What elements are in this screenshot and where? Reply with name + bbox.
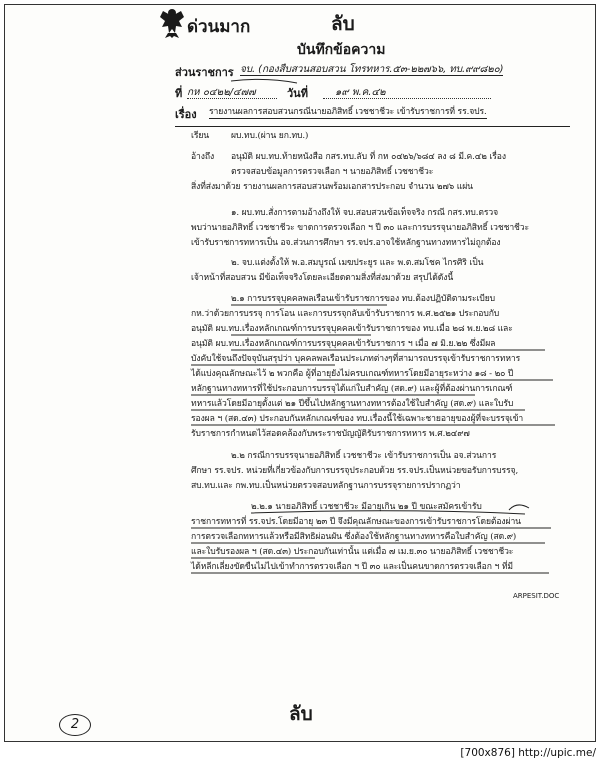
watermark-link[interactable]: [700x876] http://upic.me/ — [460, 747, 596, 759]
to-label: เรียน — [191, 131, 210, 141]
body-line: และใบรับรองผล ฯ (สด.๔๓) ประกอบกันเท่านั้น แต่เมื่อ ๗ เม.ย.๓๐ นายอภิสิทธิ์ เวชชาชีวะ — [191, 547, 514, 557]
body-line: ๒.๑ การบรรจุบุคคลพลเรือนเข้ารับราชการของ ทบ.ต้องปฏิบัติตามระเบียบ — [231, 294, 496, 304]
body-line: ๑. ผบ.ทบ.สั่งการตามอ้างถึงให้ จบ.สอบสวนข้อเท็จจริง กรณี กสร.ทบ.ตรวจ — [231, 208, 499, 218]
body-line: ได้แบ่งคุณลักษณะไว้ ๒ พวกคือ ผู้ที่อายุยังไม่ครบเกณฑ์ทหารโดยมีอายุระหว่าง ๑๘ - ๒๐ ปี — [191, 369, 514, 379]
body-line: เข้ารับราชการทหารเป็น อจ.ส่วนการศึกษา รร.จปร.อาจใช้หลักฐานทางทหารไม่ถูกต้อง — [191, 238, 501, 248]
body-line: ๒. จบ.แต่งตั้งให้ พ.อ.สมบูรณ์ เมฆประยูร และ พ.ต.สมโชค ไกรศิริ เป็น — [231, 258, 484, 268]
agency-label: ส่วนราชการ — [175, 66, 234, 79]
ref-text-label: อ้างถึง — [191, 152, 215, 162]
memo-page — [4, 4, 596, 742]
body-line: กห.ว่าด้วยการบรรจุ การโอน และการบรรจุกลับเข้ารับราชการ พ.ศ.๒๕๒๑ ประกอบกับ — [191, 309, 500, 319]
body-line: ศึกษา รร.จปร. หน่วยที่เกี่ยวข้องกับการบรรจุประกอบด้วย รร.จปร.เป็นหน่วยขอรับการบรรจุ, — [191, 466, 519, 476]
subject-value: รายงานผลการสอบสวนกรณีนายอภิสิทธิ์ เวชชาชีวะ เข้ารับราชการที่ รร.จปร. — [209, 107, 487, 117]
page-number: 2 — [59, 714, 91, 736]
watermark-bar — [0, 744, 600, 767]
memo-title: บันทึกข้อความ — [297, 42, 386, 58]
to-value: ผบ.ทบ.(ผ่าน ยก.ทบ.) — [231, 131, 309, 141]
body-line: ราชการทหารที่ รร.จปร.โดยมีอายุ ๒๓ ปี จึงมีคุณลักษณะของการเข้ารับราชการโดยต้องผ่าน — [191, 517, 521, 527]
date-value: ๑๙ พ.ค.๔๒ — [335, 87, 386, 98]
classification-bottom: ลับ — [289, 703, 313, 725]
ref-line-2: ตรวจสอบข้อมูลการตรวจเลือก ฯ นายอภิสิทธิ์ เวชชาชีวะ — [231, 167, 434, 177]
body-line: การตรวจเลือกทหารแล้วหรือมีสิทธิผ่อนผัน ซึ่งต้องใช้หลักฐานทางทหารคือใบสำคัญ (สด.๙) — [191, 532, 517, 542]
body-line: ได้หลีกเลี่ยงขัดขืนไม่ไปเข้าทำการตรวจเลือก ฯ ปี ๓๐ และเป็นคนขาดการตรวจเลือก ฯ ที่มี — [191, 562, 513, 572]
body-line: ทหารแล้วโดยมีอายุตั้งแต่ ๒๑ ปีขึ้นไปหลักฐานทางทหารต้องใช้ใบสำคัญ (สด.๙) และใบรับ — [191, 399, 514, 409]
body-line: บังคับใช้จนถึงปัจจุบันสรุปว่า บุคคลพลเรือนประเภทต่างๆที่สามารถบรรจุเข้ารับราชการทหาร — [191, 354, 521, 364]
body-line: อนุมัติ ผบ.ทบ.เรื่องหลักเกณฑ์การบรรจุบุคคลเข้ารับราชการ ฯ เมื่อ ๗ มิ.ย.๒๒ ซึ่งมีผล — [191, 339, 496, 349]
ref-line-1: อนุมัติ ผบ.ทบ.ท้ายหนังสือ กสร.ทบ.ลับ ที่ กห ๐๔๒๖/๖๘๔ ลง ๘ มี.ค.๔๒ เรื่อง — [231, 152, 506, 162]
body-line: เจ้าหน้าที่สอบสวน มีข้อเท็จจริงโดยละเอียดตามสิ่งที่ส่งมาด้วย สรุปได้ดังนี้ — [191, 273, 454, 283]
ref-value: กห ๐๔๒๒/๔๗๗ — [187, 87, 256, 98]
subject-label: เรื่อง — [175, 108, 197, 121]
body-line: ๒.๒.๑ นายอภิสิทธิ์ เวชชาชีวะ มีอายุเกิน ๒๑ ปี ขณะสมัครเข้ารับ — [251, 502, 482, 512]
date-label: วันที่ — [287, 87, 308, 100]
file-code: ARPESIT.DOC — [513, 592, 560, 600]
body-line: สบ.ทบ.และ กพ.ทบ.เป็นหน่วยตรวจสอบหลักฐานการบรรจุรายการปรากฏว่า — [191, 481, 461, 491]
urgent-label: ด่วนมาก — [187, 17, 251, 37]
body-line: รองผล ฯ (สด.๔๓) ประกอบกันหลักเกณฑ์ของ ทบ.เรื่องนี้ใช้เฉพาะชายอายุของผู้ที่จะบรรจุเข้า — [191, 414, 524, 424]
body-line: รับราชการกำหนดไว้สอดคล้องกับพระราชบัญญัติรับราชการทหาร พ.ศ.๒๔๙๗ — [191, 429, 470, 439]
body-line: ๒.๒ กรณีการบรรจุนายอภิสิทธิ์ เวชชาชีวะ เข้ารับราชการเป็น อจ.ส่วนการ — [231, 451, 497, 461]
ref-label: ที่ — [175, 87, 183, 100]
classification-top: ลับ — [331, 13, 355, 35]
body-line: อนุมัติ ผบ.ทบ.เรื่องหลักเกณฑ์การบรรจุบุคคลเข้ารับราชการของ ทบ.เมื่อ ๒๘ พ.ย.๒๘ และ — [191, 324, 513, 334]
body-line: หลักฐานทางทหารที่ใช้ประกอบการบรรจุได้แก่ใบสำคัญ (สด.๙) และผู้ที่ต้องผ่านการเกณฑ์ — [191, 384, 513, 394]
body-line: พบว่านายอภิสิทธิ์ เวชชาชีวะ ขาดการตรวจเลือก ฯ ปี ๓๐ และการบรรจุนายอภิสิทธิ์ เวชชาชีวะ — [191, 223, 530, 233]
enclosure-line: สิ่งที่ส่งมาด้วย รายงานผลการสอบสวนพร้อมเอกสารประกอบ จำนวน ๒๗๖ แผ่น — [191, 182, 473, 192]
handwritten-markings — [5, 5, 595, 741]
agency-value: จบ. (กองสืบสวนสอบสวน โทรทหาร.๕๓-๒๒๗๖๖, ทบ.๙๙๘๒๐) — [240, 64, 504, 75]
